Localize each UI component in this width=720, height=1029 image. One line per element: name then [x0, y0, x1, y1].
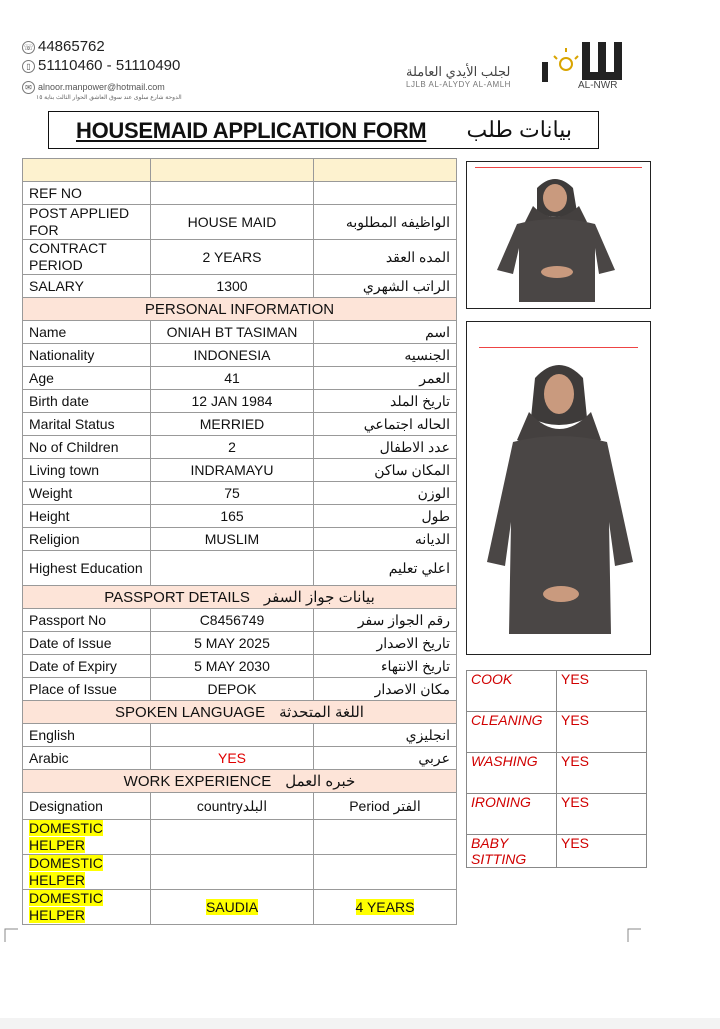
date-issue-value: 5 MAY 2025	[151, 632, 314, 655]
education-label: Highest Education	[23, 551, 151, 586]
table-top-band	[23, 159, 457, 182]
date-expiry-value: 5 MAY 2030	[151, 655, 314, 678]
name-arabic: اسم	[314, 321, 457, 344]
ref-no-arabic	[314, 182, 457, 205]
experience-period	[314, 820, 457, 855]
contract-period-value: 2 YEARS	[151, 240, 314, 275]
post-applied-arabic: الواظيفه المطلوبه	[314, 205, 457, 240]
email-line	[22, 81, 165, 94]
row-marital-status	[23, 413, 457, 436]
weight-value: 75	[151, 482, 314, 505]
date-expiry-arabic: تاريخ الانتهاء	[314, 655, 457, 678]
row-ref-no	[23, 182, 457, 205]
experience-row	[23, 890, 457, 925]
skill-value: YES	[557, 753, 647, 794]
living-town-label: Living town	[23, 459, 151, 482]
passport-no-label: Passport No	[23, 609, 151, 632]
date-issue-arabic: تاريخ الاصدار	[314, 632, 457, 655]
skill-row	[467, 671, 647, 712]
skill-name: IRONING	[467, 794, 557, 835]
experience-designation: DOMESTIC HELPER	[29, 890, 103, 923]
phone-number-1: 44865762	[38, 38, 105, 55]
section-language	[23, 701, 457, 724]
form-title-box	[48, 111, 599, 149]
ref-no-label: REF NO	[23, 182, 151, 205]
nationality-label: Nationality	[23, 344, 151, 367]
application-table	[22, 158, 457, 925]
row-living-town	[23, 459, 457, 482]
place-issue-value: DEPOK	[151, 678, 314, 701]
height-label: Height	[23, 505, 151, 528]
nationality-arabic: الجنسيه	[314, 344, 457, 367]
weight-arabic: الوزن	[314, 482, 457, 505]
name-value: ONIAH BT TASIMAN	[151, 321, 314, 344]
experience-country-cell	[151, 890, 314, 925]
skill-row	[467, 753, 647, 794]
email-text: alnoor.manpower@hotmail.com	[38, 81, 165, 92]
religion-label: Religion	[23, 528, 151, 551]
experience-country	[151, 855, 314, 890]
logo-subtitle: AL-NWR	[578, 80, 618, 91]
row-date-issue	[23, 632, 457, 655]
height-value: 165	[151, 505, 314, 528]
education-value	[151, 551, 314, 586]
skill-value: YES	[557, 712, 647, 753]
experience-heading: WORK EXPERIENCE	[123, 773, 272, 790]
living-town-value: INDRAMAYU	[151, 459, 314, 482]
post-applied-label: POST APPLIED FOR	[23, 205, 151, 240]
row-education	[23, 551, 457, 586]
language-heading-cell	[23, 701, 457, 724]
arabic-value: YES	[151, 747, 314, 770]
age-label: Age	[23, 367, 151, 390]
post-applied-value: HOUSE MAID	[151, 205, 314, 240]
arabic-label: Arabic	[23, 747, 151, 770]
arabic-arabic: عربي	[314, 747, 457, 770]
birth-date-label: Birth date	[23, 390, 151, 413]
period-header: Period الفتر	[314, 793, 457, 820]
section-personal-info	[23, 298, 457, 321]
height-arabic: طول	[314, 505, 457, 528]
passport-heading: PASSPORT DETAILS	[104, 589, 250, 606]
row-arabic	[23, 747, 457, 770]
language-heading-arabic: اللغة المتحدثة	[279, 704, 364, 721]
photo-red-mark	[475, 167, 642, 168]
contract-period-label: CONTRACT PERIOD	[23, 240, 151, 275]
row-age	[23, 367, 457, 390]
crop-mark-icon	[4, 928, 18, 942]
education-arabic: اعلي تعليم	[314, 551, 457, 586]
religion-value: MUSLIM	[151, 528, 314, 551]
row-place-issue	[23, 678, 457, 701]
mobile-icon: ▯	[22, 60, 35, 73]
children-arabic: عدد الاطفال	[314, 436, 457, 459]
experience-period: 4 YEARS	[355, 899, 415, 915]
age-value: 41	[151, 367, 314, 390]
birth-date-value: 12 JAN 1984	[151, 390, 314, 413]
row-name	[23, 321, 457, 344]
photo-red-mark	[479, 347, 638, 348]
experience-designation-cell	[23, 820, 151, 855]
ref-no-value	[151, 182, 314, 205]
row-date-expiry	[23, 655, 457, 678]
experience-row	[23, 855, 457, 890]
date-expiry-label: Date of Expiry	[23, 655, 151, 678]
experience-row	[23, 820, 457, 855]
phone-icon: ☏	[23, 42, 34, 52]
skill-name: BABY SITTING	[467, 835, 557, 868]
phone-number-2: 51110460 - 51110490	[38, 57, 181, 74]
applicant-photo-half	[466, 161, 651, 309]
logo-arabic-text: لجلب الأيدي العاملة	[406, 64, 511, 79]
skills-table	[466, 670, 647, 868]
experience-country: SAUDIA	[205, 899, 259, 915]
passport-no-arabic: رقم الجواز سفر	[314, 609, 457, 632]
row-english	[23, 724, 457, 747]
row-salary	[23, 275, 457, 298]
place-issue-label: Place of Issue	[23, 678, 151, 701]
row-passport-no	[23, 609, 457, 632]
marital-status-value: MERRIED	[151, 413, 314, 436]
marital-status-arabic: الحاله اجتماعي	[314, 413, 457, 436]
personal-info-heading: PERSONAL INFORMATION	[23, 298, 457, 321]
person-figure-icon	[467, 322, 650, 654]
phone-line-1	[22, 38, 105, 55]
section-experience	[23, 770, 457, 793]
place-issue-arabic: مكان الاصدار	[314, 678, 457, 701]
salary-arabic: الراتب الشهري	[314, 275, 457, 298]
religion-arabic: الديانه	[314, 528, 457, 551]
date-issue-label: Date of Issue	[23, 632, 151, 655]
designation-header: Designation	[23, 793, 151, 820]
experience-period	[314, 855, 457, 890]
logo-english-text: LJLB AL-ALYDY AL-AMLH	[406, 80, 511, 89]
row-birth-date	[23, 390, 457, 413]
skill-name: CLEANING	[467, 712, 557, 753]
passport-no-value: C8456749	[151, 609, 314, 632]
language-heading: SPOKEN LANGUAGE	[115, 704, 266, 721]
english-arabic: انجليزي	[314, 724, 457, 747]
experience-designation: DOMESTIC HELPER	[29, 820, 103, 853]
age-arabic: العمر	[314, 367, 457, 390]
row-religion	[23, 528, 457, 551]
row-contract-period	[23, 240, 457, 275]
skill-name: COOK	[467, 671, 557, 712]
passport-heading-arabic: بيانات جواز السفر	[263, 589, 375, 606]
experience-designation: DOMESTIC HELPER	[29, 855, 103, 888]
skill-value: YES	[557, 671, 647, 712]
person-figure-icon	[467, 162, 650, 308]
row-weight	[23, 482, 457, 505]
passport-heading-cell	[23, 586, 457, 609]
company-logo-icon	[538, 40, 632, 84]
skill-name: WASHING	[467, 753, 557, 794]
salary-label: SALARY	[23, 275, 151, 298]
living-town-arabic: المكان ساكن	[314, 459, 457, 482]
row-nationality	[23, 344, 457, 367]
experience-heading-arabic: خبره العمل	[285, 773, 356, 790]
form-title: HOUSEMAID APPLICATION FORM	[76, 118, 427, 143]
salary-value: 1300	[151, 275, 314, 298]
section-passport	[23, 586, 457, 609]
marital-status-label: Marital Status	[23, 413, 151, 436]
english-value	[151, 724, 314, 747]
experience-period-cell	[314, 890, 457, 925]
applicant-photo-full	[466, 321, 651, 655]
experience-country	[151, 820, 314, 855]
children-value: 2	[151, 436, 314, 459]
phone-line-2	[22, 57, 180, 74]
english-label: English	[23, 724, 151, 747]
skill-row	[467, 794, 647, 835]
contract-period-arabic: المده العقد	[314, 240, 457, 275]
mail-icon: ✉	[22, 81, 35, 94]
skill-row	[467, 835, 647, 868]
weight-label: Weight	[23, 482, 151, 505]
nationality-value: INDONESIA	[151, 344, 314, 367]
experience-designation-cell	[23, 855, 151, 890]
experience-heading-cell	[23, 770, 457, 793]
row-height	[23, 505, 457, 528]
country-header: countryالبلد	[151, 793, 314, 820]
row-post-applied	[23, 205, 457, 240]
crop-mark-icon	[627, 928, 641, 942]
experience-designation-cell	[23, 890, 151, 925]
name-label: Name	[23, 321, 151, 344]
birth-date-arabic: تاريخ الملد	[314, 390, 457, 413]
skill-value: YES	[557, 794, 647, 835]
row-children	[23, 436, 457, 459]
address-line: الدوحة شارع سلوى عند سوق العاشق الحوار الثالث بناية ١٥	[36, 95, 182, 101]
row-experience-header	[23, 793, 457, 820]
children-label: No of Children	[23, 436, 151, 459]
form-title-arabic: بيانات طلب	[466, 117, 572, 142]
skill-row	[467, 712, 647, 753]
skill-value: YES	[557, 835, 647, 868]
